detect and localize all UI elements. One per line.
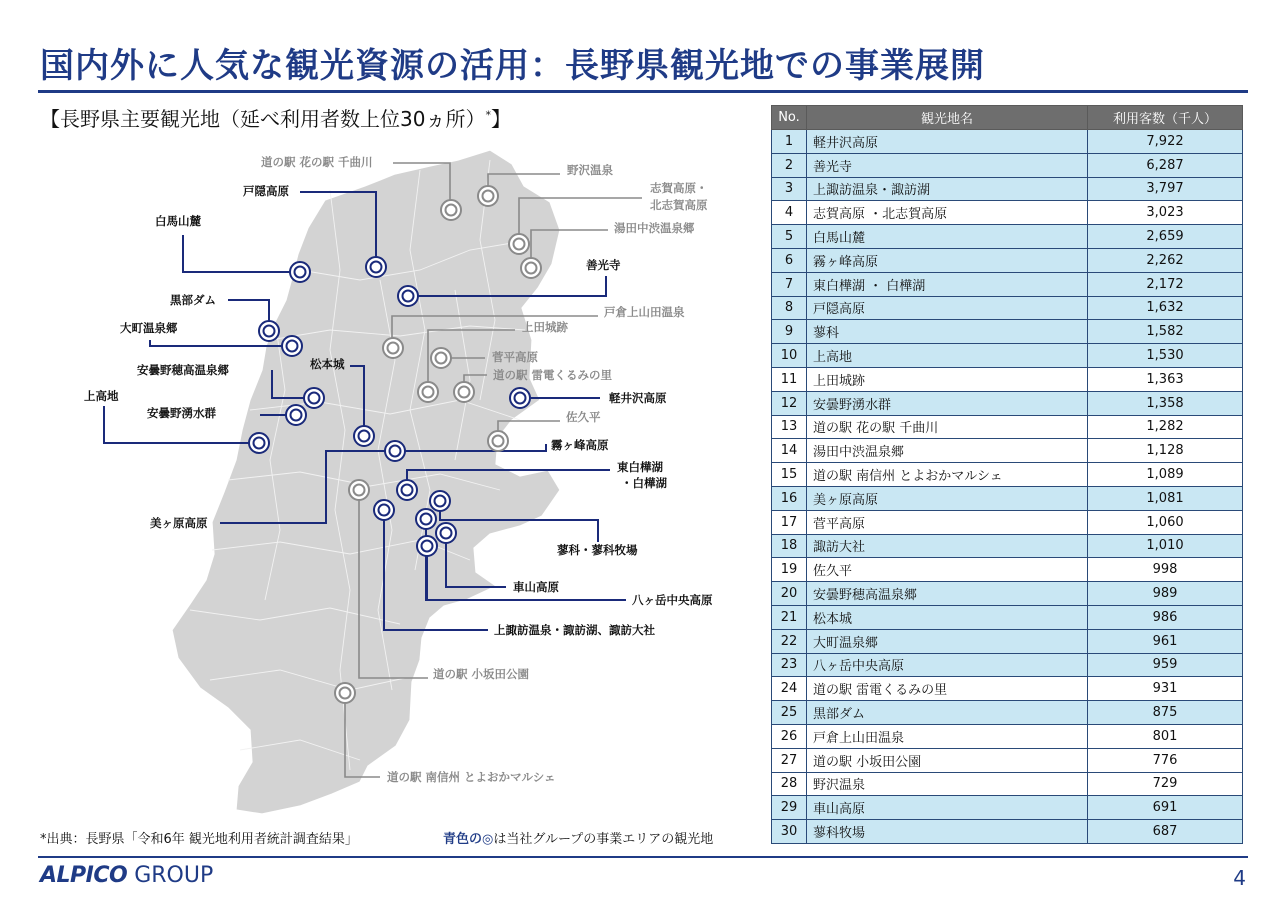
- marker-saku: [488, 431, 508, 451]
- logo-group: GROUP: [127, 863, 214, 888]
- nagano-map: [0, 130, 770, 830]
- label-shirakaba-1: 東白樺湖: [617, 460, 663, 474]
- table-row: [772, 391, 1243, 415]
- table-row: [772, 820, 1243, 844]
- label-togakushi: 戸隠高原: [243, 184, 289, 198]
- label-zenkoji: 善光寺: [586, 258, 621, 272]
- value-cell: 801: [1088, 724, 1243, 748]
- marker-nozawa: [478, 186, 498, 206]
- label-hakuba: 白馬山麓: [155, 214, 201, 228]
- value-cell: 2,659: [1088, 225, 1243, 249]
- value-cell: 875: [1088, 701, 1243, 725]
- label-kosakada: 道の駅 小坂田公園: [433, 667, 530, 681]
- rank-cell: 27: [772, 748, 807, 772]
- name-cell: 大町温泉郷: [807, 629, 1088, 653]
- marker-hanano-eki: [441, 200, 461, 220]
- marker-matsumotojo: [354, 426, 374, 446]
- value-cell: 3,797: [1088, 177, 1243, 201]
- value-cell: 1,060: [1088, 510, 1243, 534]
- marker-kosakada: [335, 683, 355, 703]
- value-cell: 931: [1088, 677, 1243, 701]
- name-cell: 菅平高原: [807, 510, 1088, 534]
- name-cell: 黒部ダム: [807, 701, 1088, 725]
- map-caption: [40, 103, 511, 132]
- marker-kurumayama: [417, 536, 437, 556]
- table-row: [772, 415, 1243, 439]
- label-kirigamine: 霧ヶ峰高原: [551, 438, 609, 452]
- table-row: [772, 367, 1243, 391]
- table-row: [772, 130, 1243, 154]
- table-row: [772, 463, 1243, 487]
- header-name: 観光地名: [807, 106, 1088, 130]
- rank-cell: 5: [772, 225, 807, 249]
- name-cell: 上諏訪温泉・諏訪湖: [807, 177, 1088, 201]
- table-row: [772, 153, 1243, 177]
- header-value: 利用客数（千人）: [1088, 106, 1243, 130]
- table-row: [772, 177, 1243, 201]
- value-cell: 687: [1088, 820, 1243, 844]
- ranking-table: [771, 105, 1243, 844]
- rank-cell: 11: [772, 367, 807, 391]
- leader-line: [183, 235, 300, 272]
- rank-cell: 30: [772, 820, 807, 844]
- label-azumino-onsen: 安曇野穂高温泉郷: [137, 363, 229, 377]
- marker-kirigamine: [385, 441, 405, 461]
- name-cell: 霧ヶ峰高原: [807, 248, 1088, 272]
- marker-yudanaka: [521, 258, 541, 278]
- table-row: [772, 582, 1243, 606]
- rank-cell: 13: [772, 415, 807, 439]
- marker-togakushi: [366, 257, 386, 277]
- label-hanano-eki: 道の駅 花の駅 千曲川: [261, 155, 373, 169]
- rank-cell: 15: [772, 463, 807, 487]
- rank-cell: 29: [772, 796, 807, 820]
- table-row: [772, 629, 1243, 653]
- table-row: [772, 272, 1243, 296]
- name-cell: 諏訪大社: [807, 534, 1088, 558]
- label-sugadaira: 菅平高原: [492, 350, 538, 364]
- title-divider: [38, 90, 1248, 93]
- map-caption-close: 】: [490, 107, 511, 131]
- name-cell: 戸倉上山田温泉: [807, 724, 1088, 748]
- value-cell: 998: [1088, 558, 1243, 582]
- marker-azumino-yusui: [286, 405, 306, 425]
- name-cell: 蓼科: [807, 320, 1088, 344]
- name-cell: 松本城: [807, 605, 1088, 629]
- value-cell: 1,358: [1088, 391, 1243, 415]
- header-no: No.: [772, 106, 807, 130]
- value-cell: 961: [1088, 629, 1243, 653]
- table-row: [772, 605, 1243, 629]
- value-cell: 1,010: [1088, 534, 1243, 558]
- name-cell: 蓼科牧場: [807, 820, 1088, 844]
- value-cell: 2,172: [1088, 272, 1243, 296]
- rank-cell: 4: [772, 201, 807, 225]
- page-title: 国内外に人気な観光資源の活用：長野県観光地での事業展開: [40, 46, 985, 86]
- value-cell: 986: [1088, 605, 1243, 629]
- value-cell: 2,262: [1088, 248, 1243, 272]
- marker-uedajo: [454, 382, 474, 402]
- label-saku: 佐久平: [566, 410, 601, 424]
- marker-tateshina-bokujo: [436, 523, 456, 543]
- table-row: [772, 486, 1243, 510]
- marker-utsukushigahara: [349, 480, 369, 500]
- value-cell: 1,081: [1088, 486, 1243, 510]
- name-cell: 八ヶ岳中央高原: [807, 653, 1088, 677]
- legend-text: は当社グループの事業エリアの観光地: [493, 832, 714, 847]
- name-cell: 志賀高原 ・北志賀高原: [807, 201, 1088, 225]
- marker-kamisuwa: [374, 500, 394, 520]
- rank-cell: 23: [772, 653, 807, 677]
- table-row: [772, 320, 1243, 344]
- marker-kamikochi: [249, 433, 269, 453]
- marker-shiga: [509, 234, 529, 254]
- value-cell: 1,632: [1088, 296, 1243, 320]
- marker-karuizawa: [510, 388, 530, 408]
- name-cell: 戸隠高原: [807, 296, 1088, 320]
- rank-cell: 9: [772, 320, 807, 344]
- value-cell: 7,922: [1088, 130, 1243, 154]
- map-caption-footnote-mark: *: [485, 108, 491, 122]
- table-row: [772, 225, 1243, 249]
- legend-blue-marker: 青色の◎: [443, 832, 494, 847]
- marker-omachi: [282, 336, 302, 356]
- label-shiga-2: 北志賀高原: [650, 198, 708, 212]
- label-minamishinshu: 道の駅 南信州 とよおかマルシェ: [387, 770, 556, 784]
- marker-azumino-onsen: [304, 388, 324, 408]
- marker-sugadaira: [431, 348, 451, 368]
- table-row: [772, 439, 1243, 463]
- name-cell: 美ヶ原高原: [807, 486, 1088, 510]
- label-togura: 戸倉上山田温泉: [604, 305, 685, 319]
- label-kamisuwa: 上諏訪温泉・諏訪湖、諏訪大社: [494, 623, 655, 637]
- value-cell: 3,023: [1088, 201, 1243, 225]
- name-cell: 道の駅 南信州 とよおかマルシェ: [807, 463, 1088, 487]
- marker-raiden: [418, 382, 438, 402]
- rank-cell: 16: [772, 486, 807, 510]
- name-cell: 善光寺: [807, 153, 1088, 177]
- label-yudanaka: 湯田中渋温泉郷: [614, 221, 695, 235]
- name-cell: 上田城跡: [807, 367, 1088, 391]
- name-cell: 車山高原: [807, 796, 1088, 820]
- rank-cell: 20: [772, 582, 807, 606]
- map-caption-text: 【長野県主要観光地（延べ利用者数上位30ヵ所）: [40, 107, 486, 131]
- value-cell: 1,128: [1088, 439, 1243, 463]
- name-cell: 道の駅 雷電くるみの里: [807, 677, 1088, 701]
- table-header-row: [772, 106, 1243, 130]
- marker-yatsugatake: [416, 509, 436, 529]
- company-logo: [40, 863, 213, 888]
- rank-cell: 19: [772, 558, 807, 582]
- marker-legend: [443, 828, 713, 847]
- table-body: [772, 130, 1243, 844]
- value-cell: 989: [1088, 582, 1243, 606]
- table-row: [772, 558, 1243, 582]
- table-row: [772, 510, 1243, 534]
- marker-shirakaba: [397, 480, 417, 500]
- rank-cell: 1: [772, 130, 807, 154]
- label-shiga-1: 志賀高原・: [650, 181, 708, 195]
- rank-cell: 12: [772, 391, 807, 415]
- rank-cell: 8: [772, 296, 807, 320]
- label-kamikochi: 上高地: [84, 389, 119, 403]
- rank-cell: 24: [772, 677, 807, 701]
- table-row: [772, 653, 1243, 677]
- table-row: [772, 534, 1243, 558]
- table-row: [772, 701, 1243, 725]
- name-cell: 安曇野湧水群: [807, 391, 1088, 415]
- table-row: [772, 748, 1243, 772]
- label-kurumayama: 車山高原: [513, 580, 559, 594]
- rank-cell: 26: [772, 724, 807, 748]
- name-cell: 佐久平: [807, 558, 1088, 582]
- value-cell: 691: [1088, 796, 1243, 820]
- table-row: [772, 677, 1243, 701]
- name-cell: 道の駅 小坂田公園: [807, 748, 1088, 772]
- rank-cell: 18: [772, 534, 807, 558]
- name-cell: 湯田中渋温泉郷: [807, 439, 1088, 463]
- marker-hakuba: [290, 262, 310, 282]
- value-cell: 1,582: [1088, 320, 1243, 344]
- name-cell: 野沢温泉: [807, 772, 1088, 796]
- rank-cell: 17: [772, 510, 807, 534]
- label-shirakaba-2: ・白樺湖: [621, 476, 667, 490]
- label-karuizawa: 軽井沢高原: [609, 391, 667, 405]
- marker-zenkoji: [398, 286, 418, 306]
- marker-togura: [383, 338, 403, 358]
- rank-cell: 6: [772, 248, 807, 272]
- name-cell: 道の駅 花の駅 千曲川: [807, 415, 1088, 439]
- rank-cell: 2: [772, 153, 807, 177]
- label-omachi: 大町温泉郷: [120, 321, 178, 335]
- value-cell: 729: [1088, 772, 1243, 796]
- rank-cell: 22: [772, 629, 807, 653]
- value-cell: 1,530: [1088, 344, 1243, 368]
- table-row: [772, 248, 1243, 272]
- name-cell: 白馬山麓: [807, 225, 1088, 249]
- table-row: [772, 796, 1243, 820]
- value-cell: 6,287: [1088, 153, 1243, 177]
- logo-mark: ALPICO: [40, 863, 128, 888]
- rank-cell: 3: [772, 177, 807, 201]
- label-kurobe: 黒部ダム: [170, 293, 216, 307]
- value-cell: 776: [1088, 748, 1243, 772]
- footer-divider: [38, 856, 1248, 858]
- table-row: [772, 772, 1243, 796]
- source-note: *出典：長野県「令和6年 観光地利用者統計調査結果」: [40, 832, 358, 847]
- table-row: [772, 724, 1243, 748]
- label-utsukushigahara: 美ヶ原高原: [150, 516, 208, 530]
- name-cell: 上高地: [807, 344, 1088, 368]
- rank-cell: 14: [772, 439, 807, 463]
- name-cell: 軽井沢高原: [807, 130, 1088, 154]
- table-row: [772, 344, 1243, 368]
- name-cell: 安曇野穂高温泉郷: [807, 582, 1088, 606]
- marker-tateshina: [430, 491, 450, 511]
- name-cell: 東白樺湖 ・ 白樺湖: [807, 272, 1088, 296]
- table-row: [772, 201, 1243, 225]
- rank-cell: 10: [772, 344, 807, 368]
- rank-cell: 25: [772, 701, 807, 725]
- label-uedajo: 上田城跡: [522, 320, 568, 334]
- label-raiden: 道の駅 雷電くるみの里: [493, 368, 613, 382]
- value-cell: 959: [1088, 653, 1243, 677]
- page-number: 4: [1233, 866, 1246, 890]
- label-azumino-yusui: 安曇野湧水群: [147, 406, 216, 420]
- value-cell: 1,282: [1088, 415, 1243, 439]
- label-nozawa: 野沢温泉: [567, 163, 613, 177]
- table-row: [772, 296, 1243, 320]
- rank-cell: 21: [772, 605, 807, 629]
- rank-cell: 28: [772, 772, 807, 796]
- label-tateshina: 蓼科・蓼科牧場: [557, 543, 638, 557]
- label-matsumotojo: 松本城: [310, 357, 345, 371]
- value-cell: 1,089: [1088, 463, 1243, 487]
- value-cell: 1,363: [1088, 367, 1243, 391]
- rank-cell: 7: [772, 272, 807, 296]
- marker-kurobe: [259, 321, 279, 341]
- label-yatsugatake: 八ヶ岳中央高原: [632, 593, 713, 607]
